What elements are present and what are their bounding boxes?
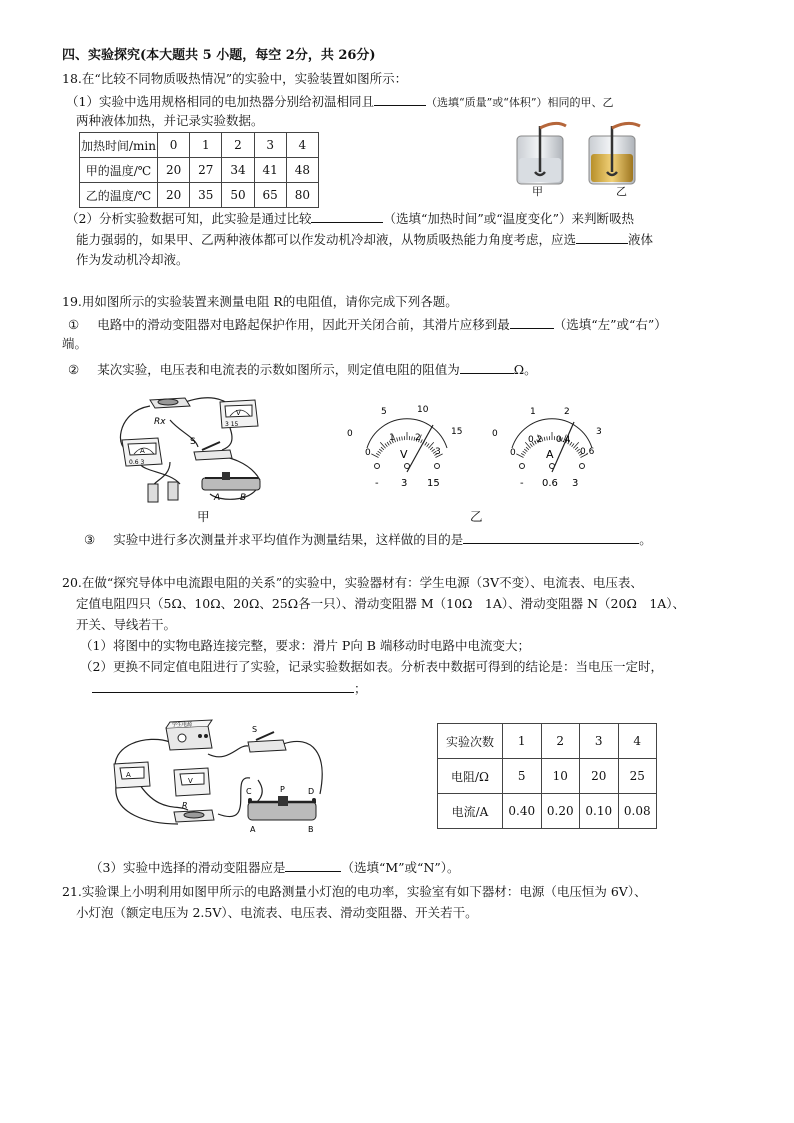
q18-p1-text-b: （选填“质量”或“体积”）相同的甲、乙 bbox=[425, 96, 614, 109]
q19-fig-label-a: 甲 bbox=[197, 509, 210, 524]
q20-label-b: B bbox=[308, 825, 314, 834]
table-cell: 20 bbox=[580, 759, 619, 794]
table-cell: 0.08 bbox=[618, 794, 657, 829]
q19-p2-text-a: 某次实验，电压表和电流表的示数如图所示，则定值电阻的阻值为 bbox=[97, 362, 460, 377]
table-cell: 65 bbox=[254, 183, 286, 208]
q19-blank-3[interactable] bbox=[463, 531, 639, 544]
beaker-b bbox=[589, 123, 640, 184]
dial-tick bbox=[378, 451, 381, 453]
q19-num-2: ② bbox=[68, 362, 80, 377]
dial-tick bbox=[379, 449, 382, 452]
slide-rheostat bbox=[248, 796, 316, 820]
beaker-b-label: 乙 bbox=[616, 185, 627, 198]
dial-tick bbox=[376, 453, 379, 455]
beaker-figure bbox=[505, 124, 655, 204]
v-term-0: - bbox=[375, 478, 379, 489]
a-term-0: - bbox=[520, 478, 524, 489]
table-cell: 乙的温度/℃ bbox=[80, 183, 158, 208]
table-cell: 0.10 bbox=[580, 794, 619, 829]
v-inner-1: 1 bbox=[389, 433, 395, 443]
v-inner-0: 0 bbox=[365, 448, 371, 458]
dial-tick bbox=[412, 436, 413, 440]
table-cell: 2 bbox=[541, 724, 580, 759]
table-cell: 4 bbox=[618, 724, 657, 759]
a-outer-0: 0 bbox=[492, 429, 498, 439]
q20-label-s: S bbox=[252, 725, 258, 734]
table-cell: 2 bbox=[222, 133, 254, 158]
a-symbol: A bbox=[546, 448, 554, 461]
table-cell: 27 bbox=[190, 158, 222, 183]
q20-label-r: R bbox=[182, 801, 188, 810]
q21-line2: 小灯泡（额定电压为 2.5V）、电流表、电压表、滑动变阻器、开关若干。 bbox=[76, 905, 478, 920]
q20-p3-text-b: （选填“M”或“N”）。 bbox=[341, 860, 460, 875]
table-cell: 电流/A bbox=[438, 794, 503, 829]
q19-p1 bbox=[68, 316, 667, 333]
table-cell: 0 bbox=[158, 133, 190, 158]
a-term-2: 3 bbox=[572, 478, 579, 489]
table-cell: 20 bbox=[158, 158, 190, 183]
q18-blank-2[interactable] bbox=[311, 210, 383, 223]
v-outer-2: 10 bbox=[417, 405, 429, 415]
a-inner-1: 0.2 bbox=[528, 435, 543, 445]
beaker-a bbox=[517, 123, 566, 184]
switch-s bbox=[194, 442, 232, 460]
q18-p2-text-b: （选填“加热时间”或“温度变化”）来判断吸热 bbox=[383, 211, 635, 226]
dial-tick bbox=[523, 451, 526, 453]
q19-p1-end: 端。 bbox=[62, 336, 88, 351]
table-cell: 实验次数 bbox=[438, 724, 503, 759]
q19-blank-2[interactable] bbox=[460, 361, 514, 374]
dial-tick bbox=[402, 436, 403, 440]
a-outer-2: 2 bbox=[564, 407, 570, 417]
rheostat bbox=[202, 472, 260, 490]
beaker-a-label: 甲 bbox=[532, 185, 543, 198]
q20-stem-line1: 20.在做“探究导体中电流跟电阻的关系”的实验中，实验器材有：学生电源（3V不变）、电流表、电压表、 bbox=[62, 575, 643, 590]
dial-tick bbox=[385, 444, 387, 447]
q19-p3 bbox=[84, 531, 652, 548]
q19-p2-text-b: Ω。 bbox=[513, 362, 537, 377]
q20-label-c: C bbox=[246, 787, 252, 796]
dial-tick bbox=[547, 436, 548, 440]
table-cell: 4 bbox=[286, 133, 318, 158]
ammeter-symbol: A bbox=[140, 447, 145, 455]
q20-amm-symbol: A bbox=[126, 771, 131, 779]
q20-p2: （2）更换不同定值电阻进行了实验，记录实验数据如表。分析表中数据可得到的结论是：当电压一定时， bbox=[80, 659, 663, 674]
table-cell: 加热时间/min bbox=[80, 133, 158, 158]
q18-stem: 18.在“比较不同物质吸热情况”的实验中，实验装置如图所示： bbox=[62, 71, 408, 86]
q18-p1-cont: 两种液体加热，并记录实验数据。 bbox=[76, 113, 264, 128]
voltmeter-symbol: V bbox=[236, 409, 241, 417]
section-title: 四、实验探究(本大题共 5 小题，每空 2分，共 26分) bbox=[62, 48, 376, 63]
table-cell: 50 bbox=[222, 183, 254, 208]
table-cell: 35 bbox=[190, 183, 222, 208]
label-a: A bbox=[214, 493, 221, 503]
dial-tick bbox=[526, 447, 529, 450]
q18-p2-text-a: （2）分析实验数据可知，此实验是通过比较 bbox=[66, 211, 312, 226]
q19-blank-1[interactable] bbox=[510, 316, 554, 329]
q19-circuit-diagram bbox=[110, 392, 270, 510]
q18-p2-text-d: 液体 bbox=[628, 232, 654, 247]
q18-p2 bbox=[66, 210, 634, 227]
table-row bbox=[438, 794, 657, 829]
switch bbox=[248, 732, 286, 752]
a-inner-3: 0.6 bbox=[580, 447, 595, 457]
table-cell: 3 bbox=[580, 724, 619, 759]
q19-p1-text-a: 电路中的滑动变阻器对电路起保护作用，因此开关闭合前，其滑片应移到最 bbox=[97, 317, 510, 332]
q19-p3-text: 实验中进行多次测量并求平均值作为测量结果，这样做的目的是 bbox=[113, 532, 464, 547]
dial-tick bbox=[575, 447, 578, 450]
table-row bbox=[80, 183, 319, 208]
ammeter-scale: 0.6 3 bbox=[129, 459, 145, 466]
dial-tick bbox=[397, 438, 398, 442]
q19-p2 bbox=[68, 361, 537, 378]
q18-p2-line3: 作为发动机冷却液。 bbox=[76, 252, 189, 267]
dial-tick bbox=[399, 437, 400, 441]
v-inner-2: 2 bbox=[415, 433, 421, 443]
q19-stem: 19.用如图所示的实验装置来测量电阻 R的电阻值，请你完成下列各题。 bbox=[62, 294, 458, 309]
ammeter bbox=[114, 762, 150, 788]
v-term-1: 3 bbox=[401, 478, 408, 489]
q18-p2-line2 bbox=[76, 231, 653, 248]
table-cell: 41 bbox=[254, 158, 286, 183]
table-row bbox=[80, 158, 319, 183]
table-cell: 20 bbox=[158, 183, 190, 208]
battery bbox=[148, 482, 178, 502]
a-inner-2: 0.4 bbox=[556, 435, 571, 445]
table-cell: 25 bbox=[618, 759, 657, 794]
q18-blank-1[interactable] bbox=[374, 93, 426, 106]
v-symbol: V bbox=[400, 448, 408, 461]
table-cell: 甲的温度/℃ bbox=[80, 158, 158, 183]
voltmeter-scale: 3 15 bbox=[225, 421, 239, 428]
dial-tick bbox=[421, 439, 423, 443]
dial-tick bbox=[524, 449, 527, 452]
table-cell: 5 bbox=[503, 759, 542, 794]
q18-p1 bbox=[66, 93, 613, 111]
q19-num-1: ① bbox=[68, 317, 80, 332]
label-b: B bbox=[240, 493, 247, 503]
table-cell: 1 bbox=[503, 724, 542, 759]
power-label: 学生电源 bbox=[172, 722, 193, 728]
q18-data-table bbox=[79, 132, 319, 208]
q20-p2-answer bbox=[92, 680, 367, 697]
v-outer-3: 15 bbox=[451, 427, 463, 437]
q20-label-d: D bbox=[308, 787, 315, 796]
a-outer-1: 1 bbox=[530, 407, 536, 417]
q20-p3 bbox=[90, 859, 460, 876]
dial-tick bbox=[427, 444, 429, 447]
q20-stem-line3: 开关、导线若干。 bbox=[76, 617, 177, 632]
table-cell: 0.40 bbox=[503, 794, 542, 829]
dial-tick bbox=[544, 437, 545, 441]
dial-tick bbox=[425, 442, 427, 445]
a-inner-0: 0 bbox=[510, 448, 516, 458]
label-s: S bbox=[190, 437, 196, 447]
table-row bbox=[438, 759, 657, 794]
v-outer-0: 0 bbox=[347, 429, 353, 439]
table-cell: 0.20 bbox=[541, 794, 580, 829]
q19-fig-label-b: 乙 bbox=[470, 509, 483, 524]
q20-p3-text-a: （3）实验中选择的滑动变阻器应是 bbox=[90, 860, 286, 875]
q19-num-3: ③ bbox=[84, 532, 96, 547]
v-inner-3: 3 bbox=[435, 447, 441, 457]
q20-label-p: P bbox=[280, 785, 285, 794]
dial-tick bbox=[381, 447, 384, 450]
dial-tick bbox=[521, 453, 524, 455]
v-outer-1: 5 bbox=[381, 407, 387, 417]
a-term-1: 0.6 bbox=[542, 478, 558, 489]
table-row bbox=[438, 724, 657, 759]
ammeter-needle bbox=[552, 422, 574, 472]
q18-blank-3[interactable] bbox=[576, 231, 628, 244]
ammeter-dial bbox=[490, 400, 610, 495]
table-cell: 电阻/Ω bbox=[438, 759, 503, 794]
q19-p3-end: 。 bbox=[639, 532, 652, 547]
table-cell: 3 bbox=[254, 133, 286, 158]
q20-vol-symbol: V bbox=[188, 777, 193, 785]
table-row bbox=[80, 133, 319, 158]
q18-p1-text-a: （1）实验中选用规格相同的电加热器分别给初温相同且 bbox=[66, 94, 374, 109]
voltmeter-dial bbox=[345, 400, 465, 495]
q20-p1: （1）将图中的实物电路连接完整，要求：滑片 P向 B 端移动时电路中电流变大； bbox=[80, 638, 530, 653]
q20-data-table bbox=[437, 723, 657, 829]
v-term-2: 15 bbox=[427, 478, 440, 489]
dial-tick bbox=[572, 444, 574, 447]
fixed-resistor bbox=[174, 810, 214, 822]
label-rx: Rx bbox=[154, 417, 166, 427]
q20-p2-end: ； bbox=[354, 681, 367, 696]
table-cell: 80 bbox=[286, 183, 318, 208]
q20-blank-2[interactable] bbox=[285, 859, 341, 872]
q19-p1-text-b: （选填“左”或“右”） bbox=[553, 317, 667, 332]
table-cell: 10 bbox=[541, 759, 580, 794]
q20-circuit-diagram bbox=[108, 714, 338, 836]
a-outer-3: 3 bbox=[596, 427, 602, 437]
q20-label-a: A bbox=[250, 825, 256, 834]
dial-tick bbox=[430, 447, 433, 450]
table-cell: 1 bbox=[190, 133, 222, 158]
q20-blank-1[interactable] bbox=[92, 680, 354, 693]
table-cell: 48 bbox=[286, 158, 318, 183]
q21-line1: 21.实验课上小明利用如图甲所示的电路测量小灯泡的电功率，实验室有如下器材：电源（电压恒为 6V）、 bbox=[62, 884, 647, 899]
resistor-rx bbox=[150, 398, 190, 408]
q18-p2-text-c: 能力强弱的，如果甲、乙两种液体都可以作发动机冷却液，从物质吸热能力角度考虑，应选 bbox=[76, 232, 577, 247]
q20-stem-line2: 定值电阻四只（5Ω、10Ω、20Ω、25Ω各一只）、滑动变阻器 M（10Ω 1A）、滑动变阻器 N（20Ω 1A）、 bbox=[76, 596, 686, 611]
table-cell: 34 bbox=[222, 158, 254, 183]
